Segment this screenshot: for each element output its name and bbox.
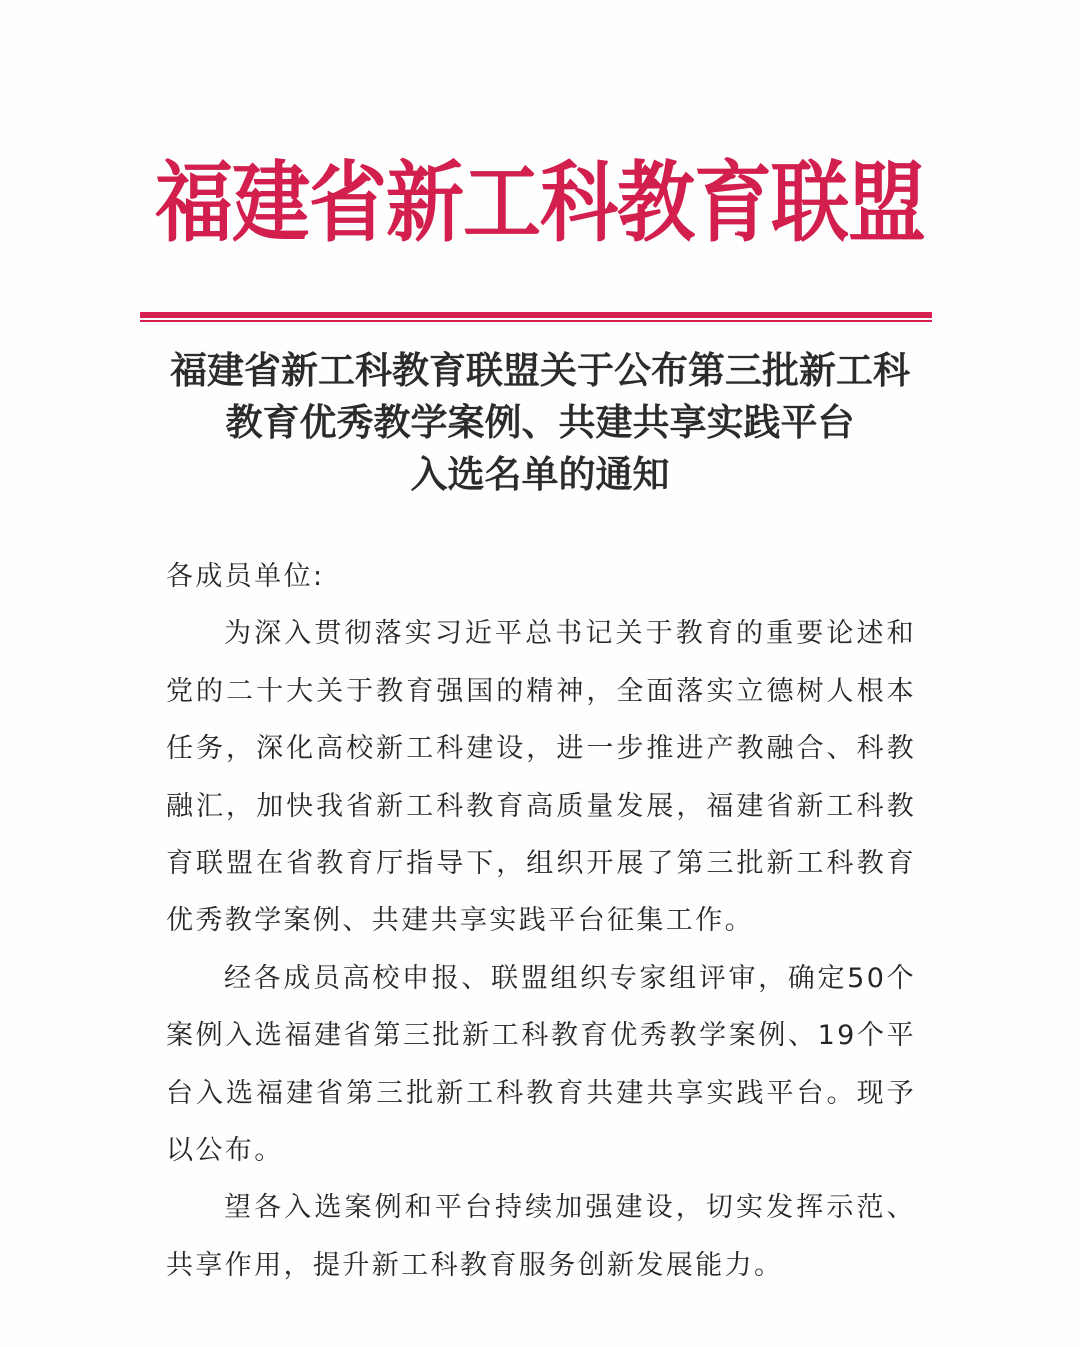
title-line-3: 入选名单的通知 xyxy=(410,452,670,496)
title-line-2: 教育优秀教学案例、共建共享实践平台 xyxy=(225,400,855,444)
paragraph-1: 为深入贯彻落实习近平总书记关于教育的重要论述和党的二十大关于教育强国的精神，全面落实立德树人根本任务，深化高校新工科建设，进一步推进产教融合、科教融汇，加快我省新工科教育高质量发展，福建省新工科教育联盟在省教育厅指导下，组织开展了第三批新工科教育优秀教学案例、共建共享实践平台征集工作。 xyxy=(166,618,916,937)
title-line-1: 福建省新工科教育联盟关于公布第三批新工科 xyxy=(170,348,910,392)
masthead-title: 福建省新工科教育联盟 xyxy=(154,152,925,255)
masthead-rule-thin xyxy=(140,320,932,322)
masthead-rule-thick xyxy=(140,312,932,318)
document-body xyxy=(166,548,916,1294)
salutation: 各成员单位: xyxy=(166,561,325,592)
paragraph-2: 经各成员高校申报、联盟组织专家组评审，确定50个案例入选福建省第三批新工科教育优秀教学案例、19个平台入选福建省第三批新工科教育共建共享实践平台。现予以公布。 xyxy=(166,962,916,1167)
document-title xyxy=(150,344,930,500)
paragraph-3: 望各入选案例和平台持续加强建设，切实发挥示范、共享作用，提升新工科教育服务创新发展能力。 xyxy=(166,1192,916,1281)
